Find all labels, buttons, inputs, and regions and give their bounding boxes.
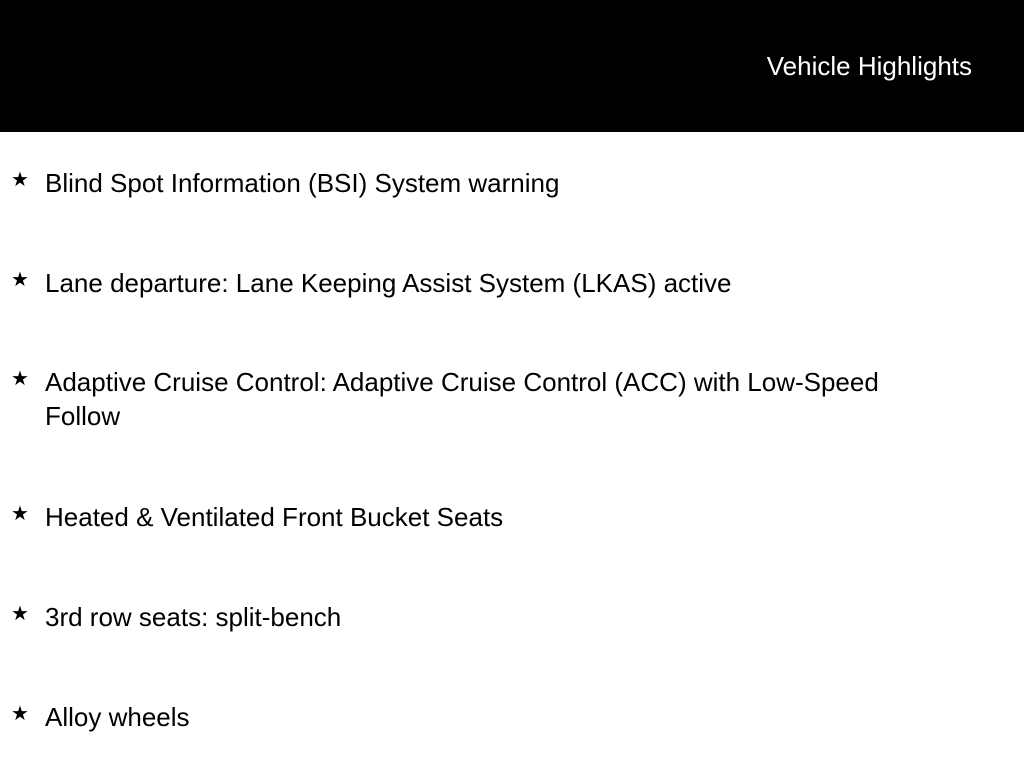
star-icon: ★: [11, 368, 29, 390]
star-icon: ★: [11, 703, 29, 725]
star-icon: ★: [11, 269, 29, 291]
page-title: Vehicle Highlights: [766, 51, 972, 81]
list-item-label: 3rd row seats: split-bench: [45, 602, 342, 632]
list-item-label: Lane departure: Lane Keeping Assist System (LKAS) active: [45, 268, 732, 298]
list-item-label: Heated & Ventilated Front Bucket Seats: [45, 502, 504, 532]
list-item-label: Adaptive Cruise Control: Adaptive Cruise Control (ACC) with Low-Speed Follow: [45, 367, 879, 431]
list-item-label: Alloy wheels: [45, 702, 190, 732]
star-icon: ★: [11, 503, 29, 525]
star-icon: ★: [11, 169, 29, 191]
star-icon: ★: [11, 603, 29, 625]
list-item-label: Blind Spot Information (BSI) System warning: [45, 168, 560, 198]
